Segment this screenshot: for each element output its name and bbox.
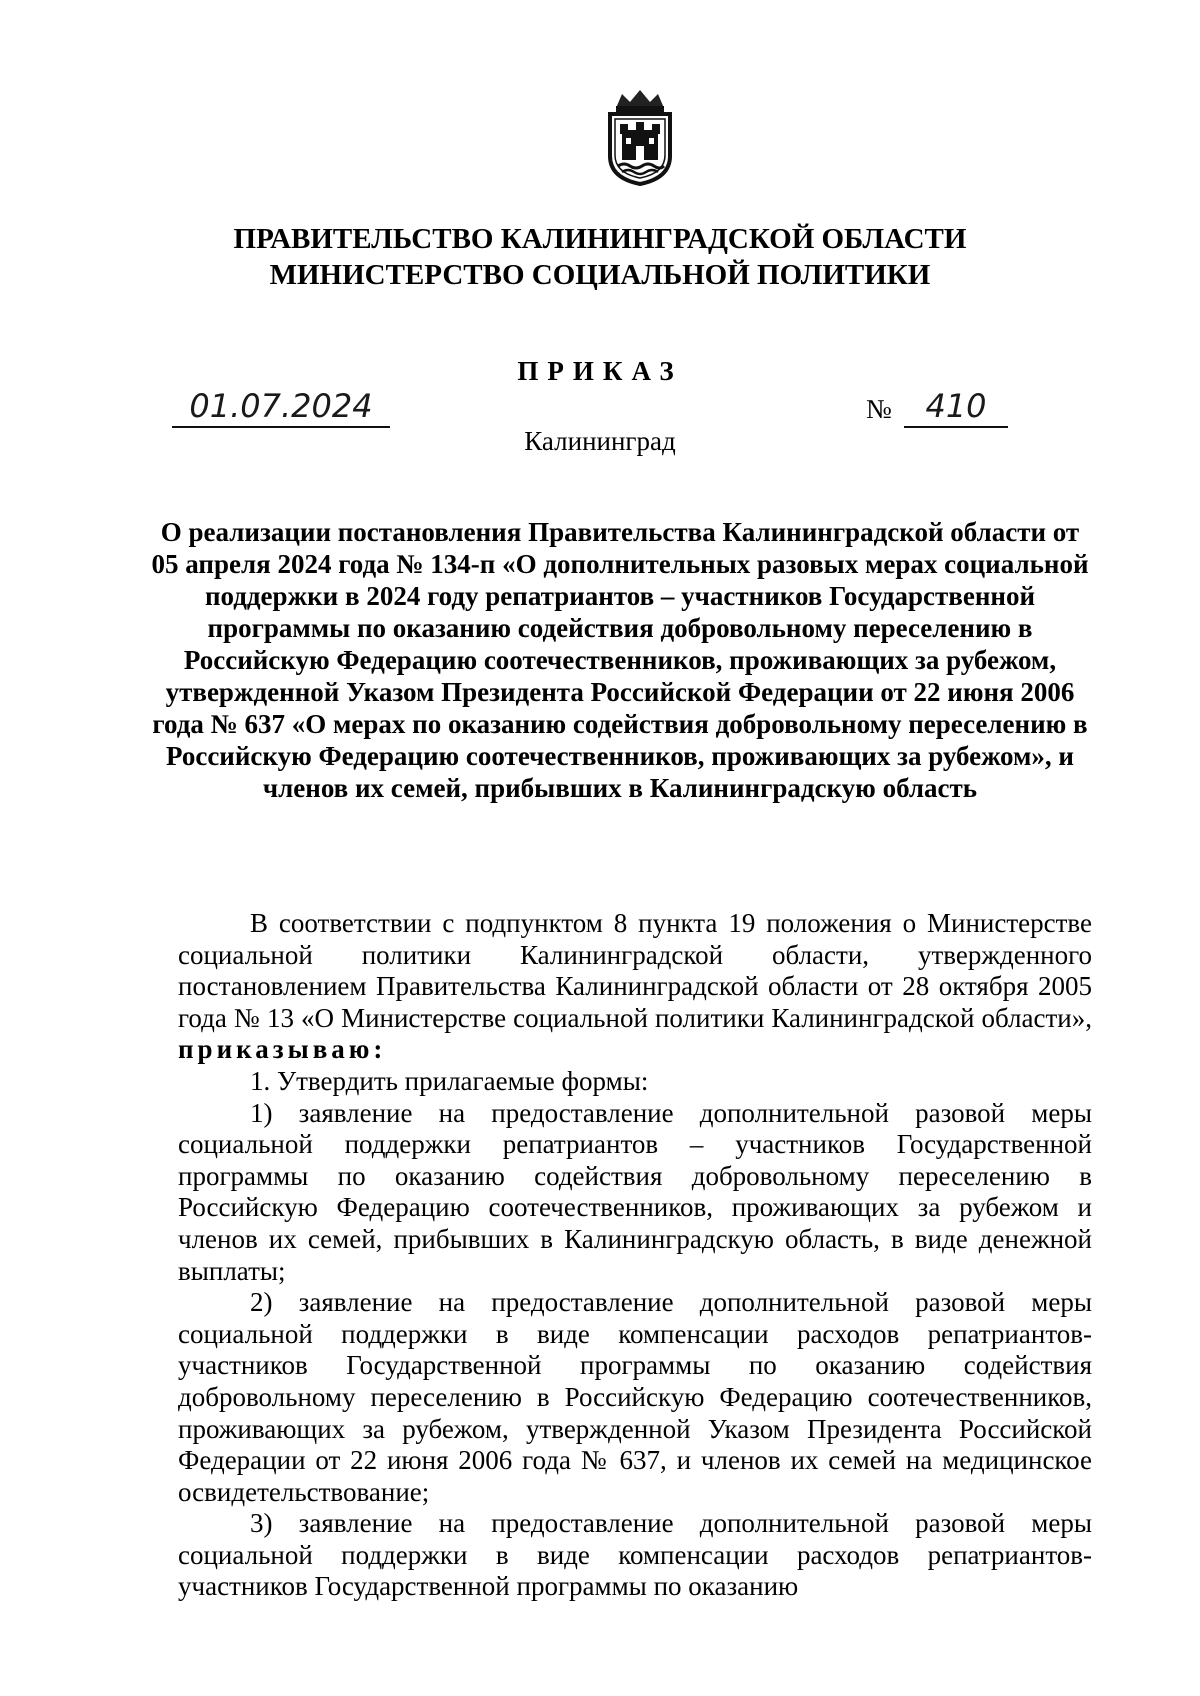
order-body [178, 908, 1092, 1603]
item-1: 1. Утвердить прилагаемые формы: [250, 1065, 649, 1096]
order-number-handwritten: 410 [904, 386, 1008, 428]
subitem-3: 3) заявление на предоставление дополнительной разовой меры социальной поддержки в виде компенсации расходов репатриантов-участников Государственной программы по оказанию [178, 1508, 1092, 1602]
preamble-paragraph [178, 908, 1092, 1066]
order-directive: приказываю: [178, 1034, 387, 1065]
order-number-label: № [866, 394, 892, 424]
coat-of-arms-icon [602, 86, 678, 186]
order-subject-heading: О реализации постановления Правительства Калининградской области от 05 апреля 2024 года № 134-п «О дополнительных разовых мерах социальной поддержки в 2024 году репатриантов – участников Государственной программы по оказанию содействия добровольному переселению в Российскую Федерацию соотечественников, проживающих за рубежом, утвержденной Указом Президента Российской Федерации от 22 июня 2006 года № 637 «О мерах по оказанию содействия добровольному переселению в Российскую Федерацию соотечественников, проживающих за рубежом», и членов их семей, прибывших в Калининградскую область [151, 517, 1089, 803]
city-name: Калининград [524, 426, 676, 456]
document-type-title: ПРИКАЗ [517, 356, 683, 386]
order-date-handwritten: 01.07.2024 [172, 386, 390, 428]
org-name-ministry: МИНИСТЕРСТВО СОЦИАЛЬНОЙ ПОЛИТИКИ [269, 259, 931, 291]
subitem-2: 2) заявление на предоставление дополнительной разовой меры социальной поддержки в виде компенсации расходов репатриантов-участников Государственной программы по оказанию содействия добровольному переселению в Российскую Федерацию соотечественников, проживающих за рубежом, утвержденной Указом Президента Российской Федерации от 22 июня 2006 года № 637, и членов их семей на медицинское освидетельствование; [178, 1287, 1092, 1507]
subitem-1: 1) заявление на предоставление дополнительной разовой меры социальной поддержки репатриантов – участников Государственной программы по оказанию содействия добровольному переселению в Российскую Федерацию соотечественников, проживающих за рубежом и членов их семей, прибывших в Калининградскую область, в виде денежной выплаты; [178, 1097, 1092, 1286]
preamble-text: В соответствии с подпунктом 8 пункта 19 положения о Министерстве социальной политики Калининградской области, утвержденного постановлением Правительства Калининградской области от 28 октября 2005 года № 13 «О Министерстве социальной политики Калининградской области», [178, 908, 1092, 1033]
org-name-government: ПРАВИТЕЛЬСТВО КАЛИНИНГРАДСКОЙ ОБЛАСТИ [233, 223, 967, 255]
